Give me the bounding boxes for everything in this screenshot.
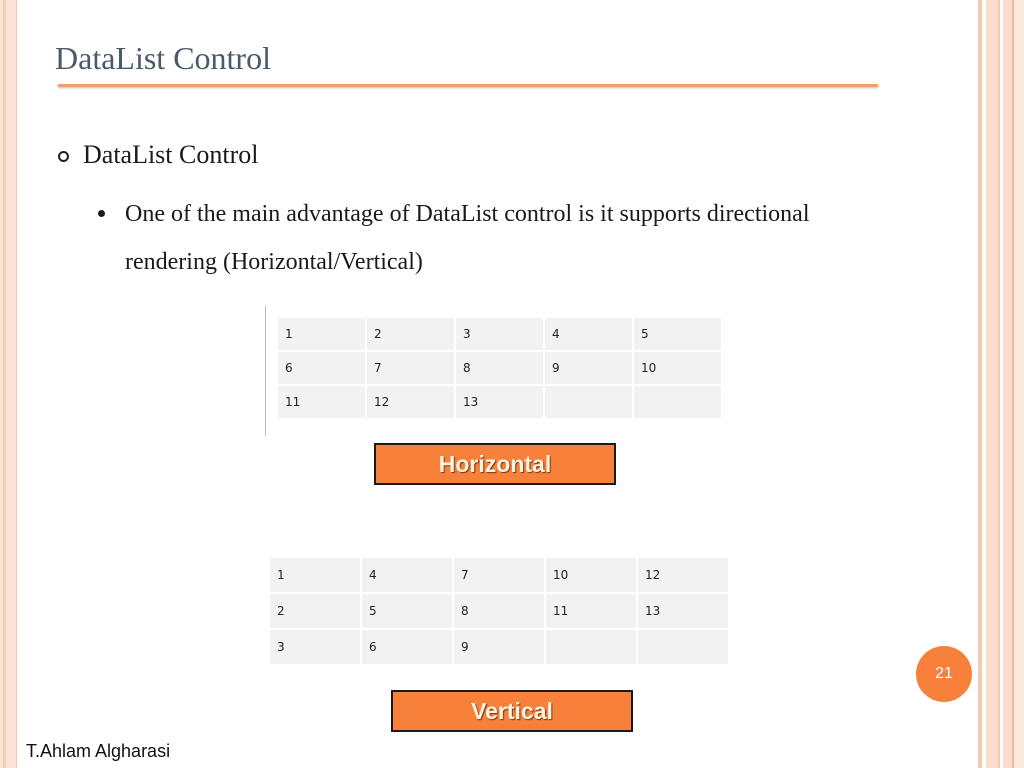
table-cell: 10: [634, 352, 721, 384]
dot-bullet-icon: [98, 210, 105, 217]
table-cell: 4: [362, 558, 452, 592]
horizontal-label: Horizontal: [374, 443, 616, 485]
table-cell: 4: [545, 318, 632, 350]
table-cell: [546, 630, 636, 664]
table-cell: 3: [270, 630, 360, 664]
table-cell: 7: [367, 352, 454, 384]
bullet-level1-text: DataList Control: [83, 140, 259, 169]
footer-author: T.Ahlam Algharasi: [26, 741, 171, 761]
table-row: [270, 630, 728, 664]
table-cell: 12: [638, 558, 728, 592]
bullet-level2-text: One of the main advantage of DataList control is it supports directional rendering (Horizontal/Vertical): [125, 201, 810, 275]
left-decorative-border: [0, 0, 17, 768]
table-cell: 7: [454, 558, 544, 592]
table-cell: 5: [634, 318, 721, 350]
table-cell: 13: [456, 386, 543, 418]
table-row: [278, 318, 721, 350]
table-cell: 6: [278, 352, 365, 384]
table-cell: 1: [278, 318, 365, 350]
table-cell: 6: [362, 630, 452, 664]
table-cell: 2: [270, 594, 360, 628]
table-row: [270, 558, 728, 592]
table-cell: 12: [367, 386, 454, 418]
table-row: [278, 386, 721, 418]
table-cell: 11: [278, 386, 365, 418]
table-row: [270, 594, 728, 628]
table-left-divider: [265, 306, 266, 436]
table-cell: 9: [545, 352, 632, 384]
right-decorative-stripes: [976, 0, 1024, 768]
vertical-label: Vertical: [391, 690, 633, 732]
table-cell: 5: [362, 594, 452, 628]
horizontal-datalist-table: [276, 316, 723, 420]
table-cell: 13: [638, 594, 728, 628]
table-row: [278, 352, 721, 384]
table-cell: [634, 386, 721, 418]
table-cell: [638, 630, 728, 664]
slide-title: DataList Control: [55, 40, 271, 76]
table-cell: 8: [456, 352, 543, 384]
ring-bullet-icon: [58, 151, 69, 162]
page-number-badge: 21: [916, 646, 972, 702]
table-cell: 3: [456, 318, 543, 350]
table-cell: 11: [546, 594, 636, 628]
bullet-level1: [58, 140, 258, 170]
title-underline: [58, 84, 878, 87]
table-cell: 2: [367, 318, 454, 350]
vertical-datalist-table: [268, 556, 730, 666]
table-cell: [545, 386, 632, 418]
table-cell: 10: [546, 558, 636, 592]
table-cell: 9: [454, 630, 544, 664]
table-cell: 8: [454, 594, 544, 628]
table-cell: 1: [270, 558, 360, 592]
bullet-level2: [98, 190, 888, 286]
